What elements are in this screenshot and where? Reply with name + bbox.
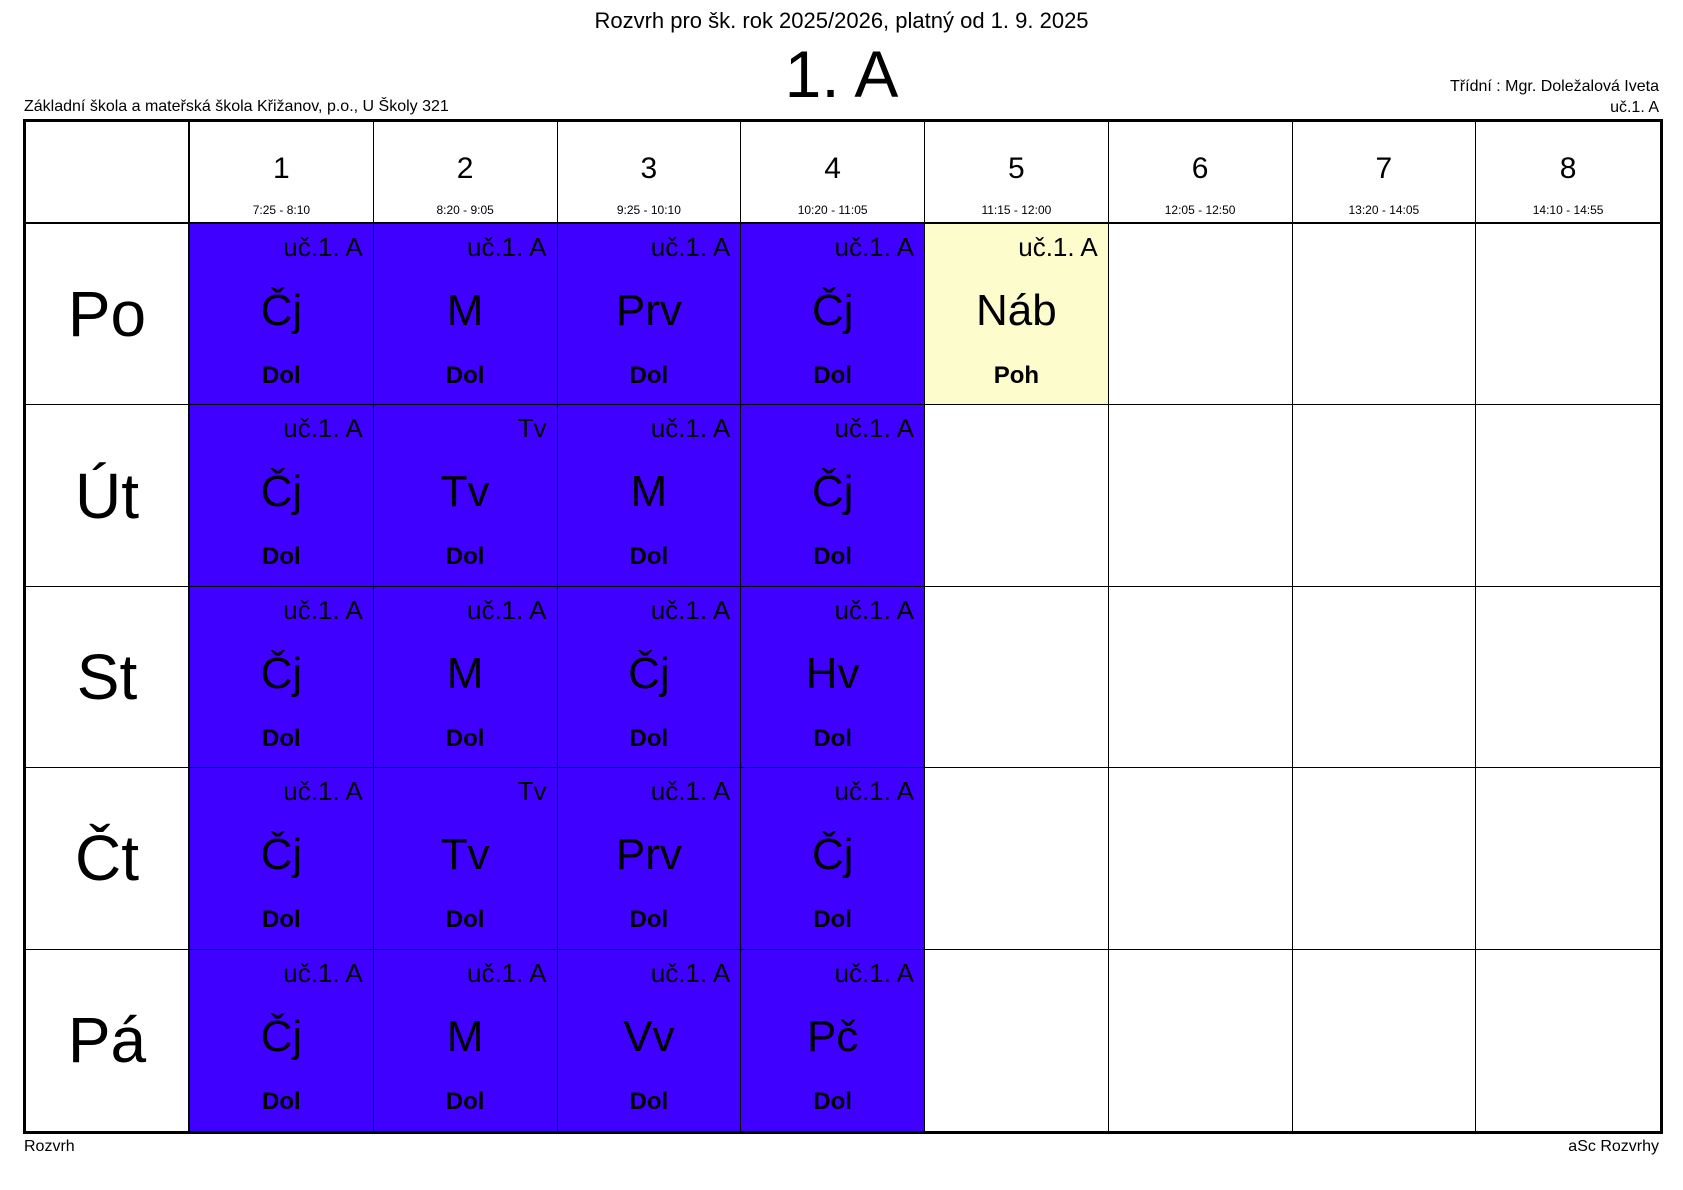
- lesson-teacher: Dol: [629, 724, 669, 752]
- lesson-room: uč.1. A: [650, 232, 731, 262]
- lesson-subject: Náb: [976, 286, 1057, 335]
- empty-cell: [1476, 224, 1660, 405]
- lesson-cell[interactable]: [741, 950, 925, 1131]
- lesson-subject: M: [446, 286, 484, 335]
- lesson-teacher: Dol: [262, 362, 301, 389]
- lesson-room: uč.1. A: [650, 776, 731, 807]
- lesson-subject: Čj: [260, 830, 303, 880]
- period-time: 7:25 - 8:10: [252, 203, 311, 217]
- lesson-subject: Prv: [615, 286, 682, 335]
- footer-right: aSc Rozvrhy: [1568, 1138, 1659, 1155]
- day-label: Po: [67, 278, 147, 351]
- period-number: 3: [640, 152, 658, 185]
- lesson-cell[interactable]: [558, 405, 742, 586]
- lesson-cell[interactable]: [190, 587, 374, 768]
- lesson-teacher: Dol: [813, 362, 852, 389]
- period-number: 1: [273, 152, 290, 185]
- lesson-cell[interactable]: [374, 768, 558, 949]
- lesson-teacher: Dol: [629, 1087, 669, 1115]
- empty-cell: [1109, 224, 1293, 405]
- period-header: [1109, 122, 1293, 224]
- lesson-teacher: Dol: [445, 543, 485, 571]
- lesson-teacher: Dol: [813, 724, 852, 752]
- empty-cell: [1293, 224, 1477, 405]
- lesson-room: uč.1. A: [650, 957, 731, 988]
- lesson-room: uč.1. A: [650, 413, 731, 444]
- day-label: St: [76, 640, 138, 713]
- empty-cell: [1109, 950, 1293, 1131]
- empty-cell: [1109, 405, 1293, 586]
- period-header: [1476, 122, 1660, 224]
- period-time: 13:20 - 14:05: [1348, 203, 1420, 217]
- lesson-teacher: Dol: [262, 1087, 301, 1115]
- lesson-subject: Pč: [806, 1011, 859, 1061]
- lesson-subject: Čj: [811, 467, 854, 517]
- lesson-room: uč.1. A: [834, 232, 914, 262]
- lesson-room: uč.1. A: [283, 957, 363, 988]
- period-number: 7: [1375, 152, 1393, 185]
- lesson-subject: Prv: [615, 830, 682, 880]
- lesson-cell[interactable]: [925, 224, 1109, 405]
- lesson-cell[interactable]: [558, 587, 742, 768]
- lesson-subject: M: [446, 1011, 484, 1061]
- lesson-subject: Čj: [260, 648, 303, 698]
- empty-cell: [925, 587, 1109, 768]
- lesson-subject: Vv: [623, 1011, 675, 1061]
- lesson-teacher: Dol: [629, 543, 669, 571]
- homeroom-room: uč.1. A: [1610, 99, 1659, 116]
- empty-cell: [1293, 405, 1477, 586]
- lesson-subject: Hv: [805, 648, 860, 698]
- lesson-subject: Čj: [811, 830, 854, 880]
- lesson-cell[interactable]: [741, 405, 925, 586]
- homeroom-info: [1450, 76, 1659, 118]
- period-time: 9:25 - 10:10: [616, 203, 681, 217]
- lesson-cell[interactable]: [190, 224, 374, 405]
- lesson-cell[interactable]: [374, 587, 558, 768]
- period-number: 5: [1008, 152, 1025, 185]
- period-header: [741, 122, 925, 224]
- lesson-teacher: Dol: [262, 906, 301, 934]
- lesson-teacher: Dol: [445, 1087, 485, 1115]
- day-label: Út: [75, 459, 139, 532]
- period-time: 8:20 - 9:05: [436, 203, 494, 217]
- lesson-cell[interactable]: [374, 405, 558, 586]
- empty-cell: [1109, 768, 1293, 949]
- empty-cell: [1293, 768, 1477, 949]
- lesson-cell[interactable]: [741, 587, 925, 768]
- empty-cell: [925, 768, 1109, 949]
- day-header: [26, 405, 190, 586]
- lesson-subject: Tv: [440, 467, 490, 517]
- empty-cell: [1476, 950, 1660, 1131]
- school-name: Základní škola a mateřská škola Křižanov, p.o., U Školy 321: [24, 98, 449, 115]
- period-header: [190, 122, 374, 224]
- empty-cell: [925, 950, 1109, 1131]
- period-number: 8: [1559, 152, 1577, 185]
- day-header: [26, 224, 190, 405]
- empty-cell: [1293, 587, 1477, 768]
- lesson-room: uč.1. A: [283, 594, 363, 625]
- lesson-teacher: Dol: [813, 1087, 852, 1115]
- lesson-subject: M: [446, 648, 484, 698]
- day-header: [26, 587, 190, 768]
- lesson-room: uč.1. A: [467, 957, 547, 988]
- lesson-subject: Tv: [440, 830, 490, 880]
- empty-cell: [1293, 950, 1477, 1131]
- lesson-teacher: Dol: [629, 906, 669, 934]
- lesson-subject: Čj: [811, 286, 854, 335]
- period-number: 2: [456, 152, 474, 185]
- period-number: 4: [824, 152, 841, 185]
- lesson-room: uč.1. A: [650, 594, 731, 625]
- homeroom-teacher: Třídní : Mgr. Doležalová Iveta: [1450, 78, 1659, 95]
- lesson-teacher: Dol: [445, 906, 485, 934]
- period-header: [925, 122, 1109, 224]
- lesson-cell[interactable]: [741, 768, 925, 949]
- lesson-teacher: Dol: [262, 543, 301, 571]
- lesson-teacher: Dol: [629, 362, 669, 389]
- lesson-teacher: Dol: [445, 724, 485, 752]
- lesson-room: uč.1. A: [467, 594, 547, 625]
- lesson-cell[interactable]: [190, 950, 374, 1131]
- period-header: [374, 122, 558, 224]
- day-label: Čt: [75, 822, 139, 895]
- day-label: Pá: [67, 1004, 147, 1077]
- lesson-room: uč.1. A: [834, 957, 914, 988]
- lesson-room: uč.1. A: [834, 413, 914, 444]
- period-number: 6: [1191, 152, 1209, 185]
- empty-cell: [1476, 405, 1660, 586]
- lesson-subject: M: [630, 467, 668, 517]
- period-header: [1293, 122, 1477, 224]
- lesson-room: uč.1. A: [467, 232, 547, 262]
- empty-cell: [925, 405, 1109, 586]
- period-time: 11:15 - 12:00: [981, 203, 1052, 217]
- lesson-teacher: Dol: [813, 543, 852, 571]
- day-header: [26, 950, 190, 1131]
- lesson-teacher: Dol: [445, 362, 485, 389]
- class-title: 1. A: [784, 37, 899, 111]
- period-header: [558, 122, 742, 224]
- grid-corner: [26, 122, 190, 224]
- lesson-subject: Čj: [260, 286, 303, 335]
- day-header: [26, 768, 190, 949]
- lesson-room: uč.1. A: [283, 413, 363, 444]
- lesson-room: uč.1. A: [283, 776, 363, 807]
- lesson-teacher: Poh: [993, 362, 1040, 389]
- lesson-subject: Čj: [260, 1011, 303, 1061]
- lesson-cell[interactable]: [558, 950, 742, 1131]
- lesson-room: Tv: [517, 413, 547, 444]
- lesson-cell[interactable]: [190, 405, 374, 586]
- empty-cell: [1476, 587, 1660, 768]
- lesson-teacher: Dol: [262, 724, 301, 752]
- lesson-room: uč.1. A: [283, 232, 363, 262]
- lesson-cell[interactable]: [374, 224, 558, 405]
- lesson-cell[interactable]: [374, 950, 558, 1131]
- lesson-room: uč.1. A: [834, 594, 914, 625]
- empty-cell: [1476, 768, 1660, 949]
- period-time: 12:05 - 12:50: [1164, 203, 1236, 217]
- lesson-room: uč.1. A: [834, 776, 914, 807]
- lesson-room: uč.1. A: [1018, 232, 1098, 262]
- lesson-subject: Čj: [628, 648, 670, 698]
- period-time: 10:20 - 11:05: [797, 203, 868, 217]
- empty-cell: [1109, 587, 1293, 768]
- lesson-cell[interactable]: [741, 224, 925, 405]
- timetable-grid: [23, 119, 1663, 1134]
- lesson-cell[interactable]: [558, 224, 742, 405]
- lesson-teacher: Dol: [813, 906, 852, 934]
- lesson-subject: Čj: [260, 467, 303, 517]
- lesson-room: Tv: [517, 776, 547, 807]
- period-time: 14:10 - 14:55: [1532, 203, 1604, 217]
- timetable-subtitle: Rozvrh pro šk. rok 2025/2026, platný od 1. 9. 2025: [594, 8, 1089, 33]
- lesson-cell[interactable]: [558, 768, 742, 949]
- footer-left: Rozvrh: [24, 1138, 75, 1155]
- lesson-cell[interactable]: [190, 768, 374, 949]
